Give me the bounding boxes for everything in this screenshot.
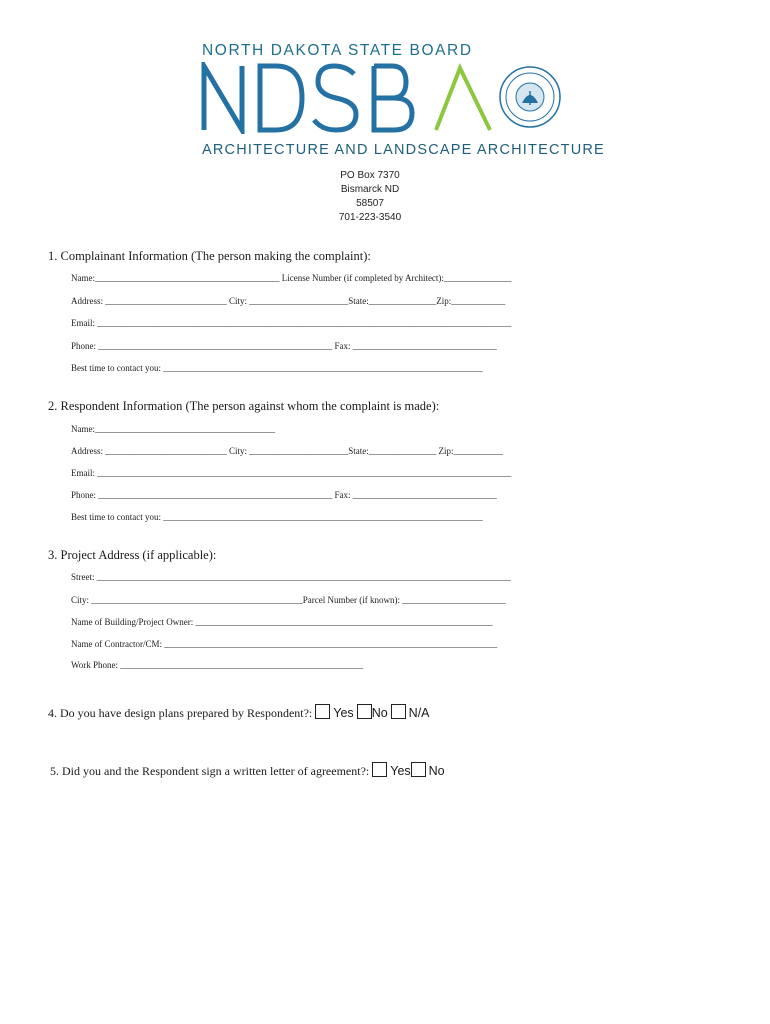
q5-no-checkbox[interactable] bbox=[411, 762, 426, 777]
q5-yes-checkbox[interactable] bbox=[372, 762, 387, 777]
respondent-phone-fax-field[interactable]: Phone: ____________________________________________________ Fax: ________________________________ bbox=[71, 490, 497, 500]
complainant-name-license-field[interactable]: Name:_________________________________________ License Number (if completed by Architect):_______________ bbox=[71, 273, 512, 283]
q4-na-checkbox[interactable] bbox=[391, 704, 406, 719]
project-work-phone-field[interactable]: Work Phone: ______________________________________________________ bbox=[71, 660, 364, 670]
section1-title: 1. Complainant Information (The person making the complaint): bbox=[48, 249, 371, 263]
ndsba-logo bbox=[198, 62, 498, 134]
complainant-email-field[interactable]: Email: ____________________________________________________________________________________________ bbox=[71, 318, 512, 328]
address-phone: 701-223-3540 bbox=[338, 212, 402, 223]
question-5 bbox=[50, 762, 445, 779]
q5-yes-label: Yes bbox=[390, 764, 411, 778]
org-name-top: NORTH DAKOTA STATE BOARD bbox=[202, 42, 473, 59]
q4-no-checkbox[interactable] bbox=[357, 704, 372, 719]
respondent-email-field[interactable]: Email: ____________________________________________________________________________________________ bbox=[71, 468, 512, 478]
section3-title: 3. Project Address (if applicable): bbox=[48, 548, 217, 562]
q4-no-label: No bbox=[371, 706, 388, 720]
state-seal-icon bbox=[498, 65, 562, 129]
respondent-address-field[interactable]: Address: ___________________________ City: ______________________State:_______________ Zip:___________ bbox=[71, 446, 503, 456]
respondent-best-time-field[interactable]: Best time to contact you: _______________________________________________________________________ bbox=[71, 512, 483, 522]
address-po-box: PO Box 7370 bbox=[340, 170, 400, 181]
complainant-best-time-field[interactable]: Best time to contact you: _______________________________________________________________________ bbox=[71, 363, 483, 373]
project-city-parcel-field[interactable]: City: _______________________________________________Parcel Number (if known): _______________________ bbox=[71, 595, 506, 605]
project-street-field[interactable]: Street: ____________________________________________________________________________________________ bbox=[71, 572, 511, 582]
project-owner-field[interactable]: Name of Building/Project Owner: __________________________________________________________________ bbox=[71, 617, 493, 627]
q4-na-label: N/A bbox=[408, 706, 430, 720]
complainant-address-field[interactable]: Address: ___________________________ City: ______________________State:_______________Zip:____________ bbox=[71, 296, 506, 306]
respondent-name-field[interactable]: Name:________________________________________ bbox=[71, 424, 275, 434]
project-contractor-field[interactable]: Name of Contractor/CM: __________________________________________________________________________ bbox=[71, 639, 498, 649]
q4-yes-label: Yes bbox=[333, 706, 354, 720]
address-zip: 58507 bbox=[356, 198, 384, 209]
q4-yes-checkbox[interactable] bbox=[315, 704, 330, 719]
question-4-text: 4. Do you have design plans prepared by Respondent?: bbox=[48, 706, 313, 720]
question-4 bbox=[48, 704, 430, 721]
section2-title: 2. Respondent Information (The person against whom the complaint is made): bbox=[48, 399, 440, 413]
question-5-text: 5. Did you and the Respondent sign a written letter of agreement?: bbox=[50, 764, 370, 778]
org-name-bottom: ARCHITECTURE AND LANDSCAPE ARCHITECTURE bbox=[202, 142, 605, 158]
complainant-phone-fax-field[interactable]: Phone: ____________________________________________________ Fax: ________________________________ bbox=[71, 341, 497, 351]
address-city: Bismarck ND bbox=[340, 184, 400, 195]
q5-no-label: No bbox=[428, 764, 445, 778]
